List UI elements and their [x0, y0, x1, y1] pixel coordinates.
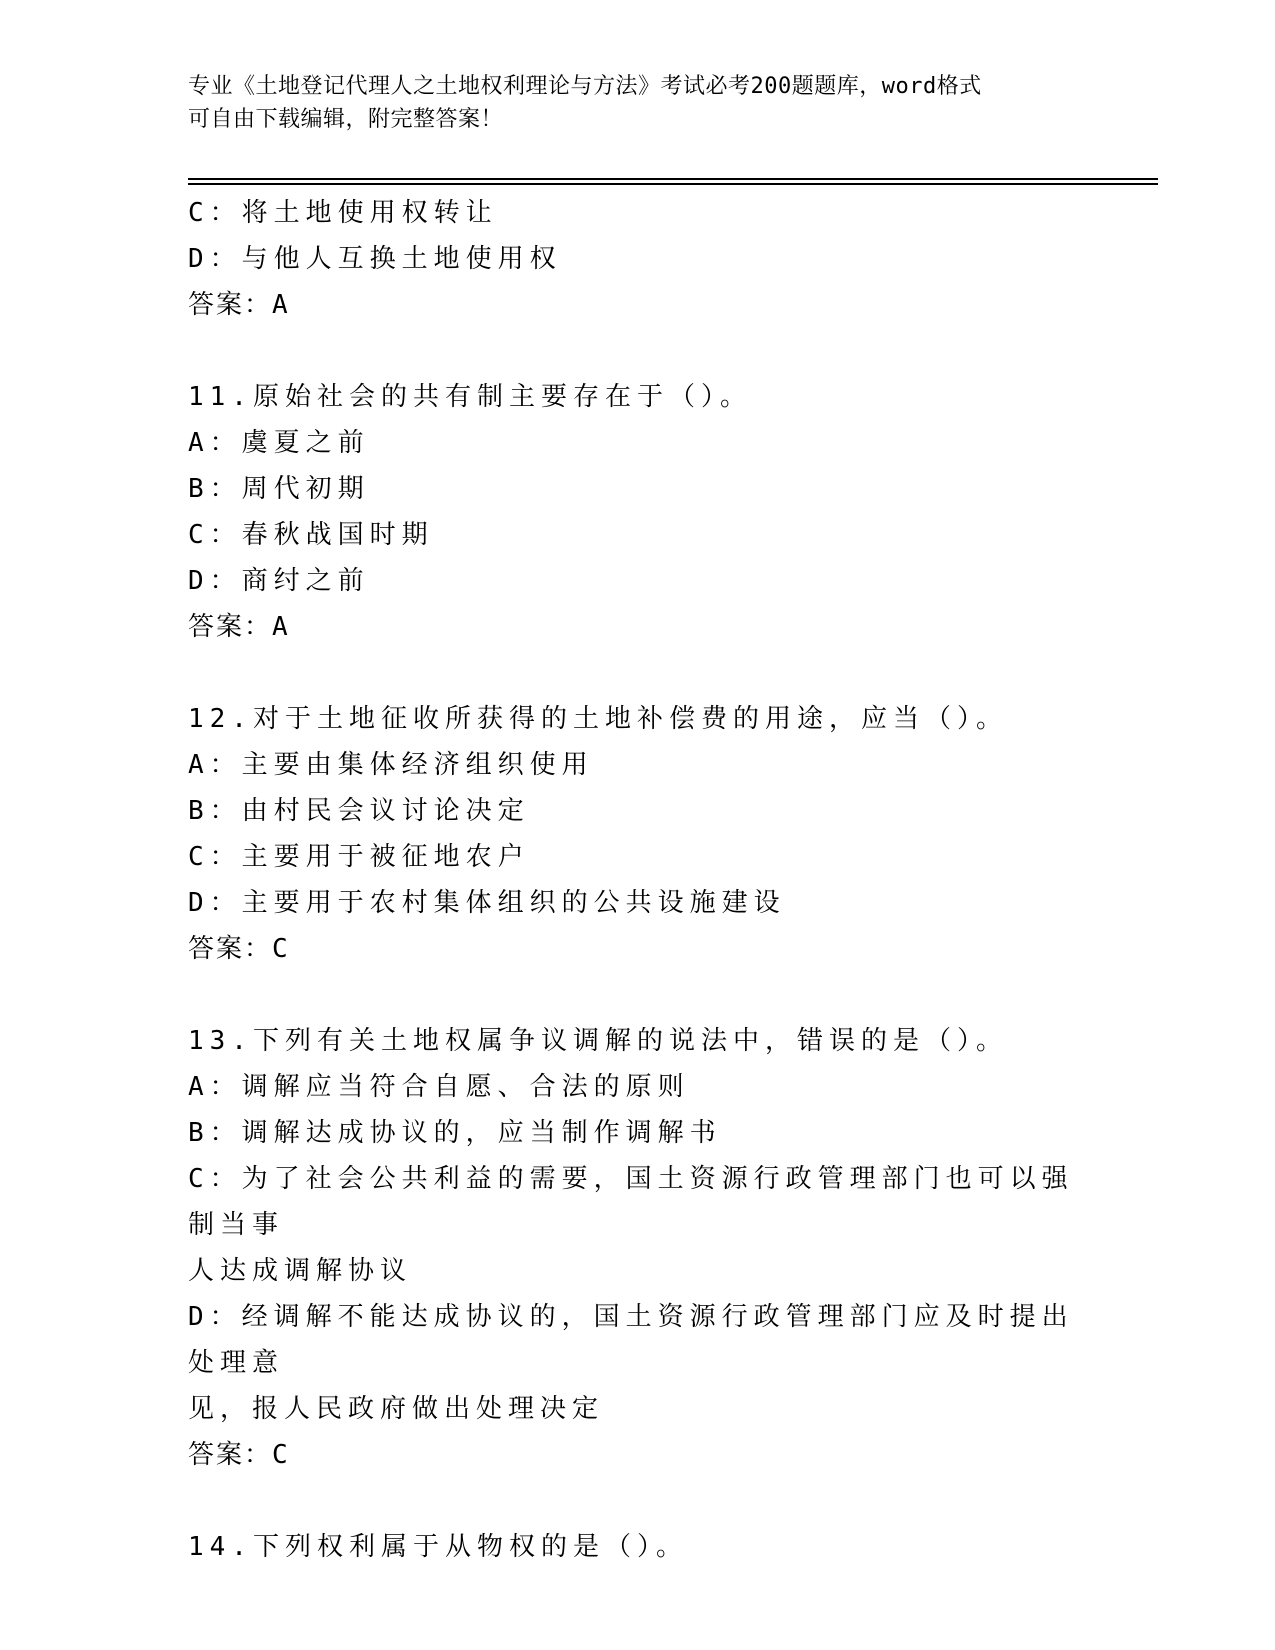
q13-option-a: A：调解应当符合自愿、合法的原则 [188, 1072, 690, 1102]
q12-option-a: A：主要由集体经济组织使用 [188, 750, 594, 780]
q11-option-a: A：虞夏之前 [188, 428, 370, 458]
q12-option-b: B：由村民会议讨论决定 [188, 796, 530, 826]
q13-answer: 答案：C [188, 1440, 290, 1470]
header-line-2: 可自由下载编辑，附完整答案！ [188, 107, 504, 132]
spacer [188, 1478, 1088, 1524]
q11-question: 11.原始社会的共有制主要存在于（）。 [188, 382, 752, 412]
q12-question: 12.对于土地征收所获得的土地补偿费的用途，应当（）。 [188, 704, 1008, 734]
spacer [188, 972, 1088, 1018]
q12-option-d: D：主要用于农村集体组织的公共设施建设 [188, 888, 786, 918]
spacer [188, 328, 1088, 374]
header-divider-top [188, 178, 1158, 180]
q12-option-c: C：主要用于被征地农户 [188, 842, 530, 872]
q13-option-c-line-1: C：为了社会公共利益的需要，国土资源行政管理部门也可以强制当事 [188, 1164, 1074, 1240]
q13-option-d-line-1: D：经调解不能达成协议的，国土资源行政管理部门应及时提出处理意 [188, 1302, 1074, 1378]
q13-option-c-line-2: 人达成调解协议 [188, 1256, 413, 1286]
q11-option-c: C：春秋战国时期 [188, 520, 434, 550]
q13-question: 13.下列有关土地权属争议调解的说法中，错误的是（）。 [188, 1026, 1008, 1056]
q13-option-b: B：调解达成协议的，应当制作调解书 [188, 1118, 722, 1148]
q11-option-d: D：商纣之前 [188, 566, 370, 596]
document-header [188, 70, 1088, 136]
q11-option-b: B：周代初期 [188, 474, 370, 504]
q12-answer: 答案：C [188, 934, 290, 964]
q14-question: 14.下列权利属于从物权的是（）。 [188, 1532, 688, 1562]
q11-answer: 答案：A [188, 612, 290, 642]
prev-option-c: C：将土地使用权转让 [188, 198, 498, 228]
prev-answer: 答案：A [188, 290, 290, 320]
question-content [188, 190, 1088, 1570]
spacer [188, 650, 1088, 696]
prev-option-d: D：与他人互换土地使用权 [188, 244, 562, 274]
header-divider-bottom [188, 183, 1158, 185]
header-line-1: 专业《土地登记代理人之土地权利理论与方法》考试必考200题题库，word格式 [188, 74, 982, 99]
q13-option-d-line-2: 见，报人民政府做出处理决定 [188, 1394, 605, 1424]
